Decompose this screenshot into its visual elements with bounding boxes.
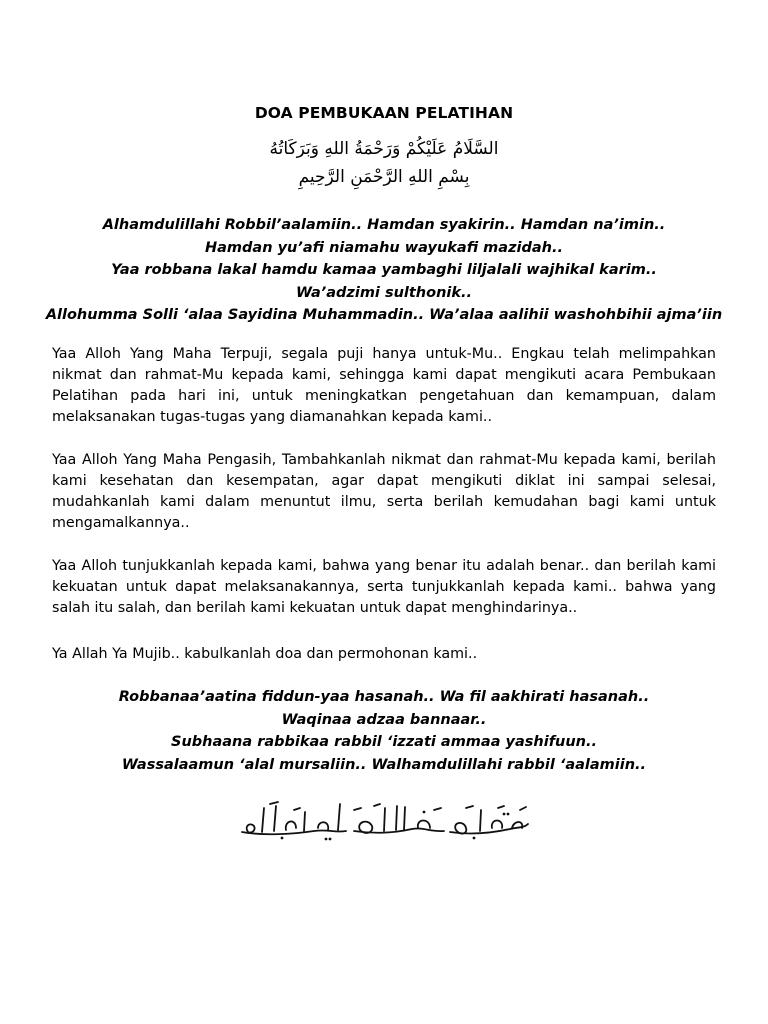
paragraph: Yaa Alloh Yang Maha Pengasih, Tambahkanlah nikmat dan rahmat-Mu kepada kami, berilah kami kesehatan dan kesempatan, agar dapat mengikuti diklat ini sampai selesai, mudahkanlah kami dalam menuntut ilmu, serta berilah kemudahan bagi kami untuk mengamalkannya.. [52, 452, 716, 531]
arabic-basmalah: بِسْمِ اللهِ الرَّحْمَنِ الرَّحِيمِ [298, 167, 470, 187]
closing-prayer [30, 686, 738, 776]
opening-prayer [30, 214, 738, 327]
opening-line: Hamdan yu’afi niamahu wayukafi mazidah.. [205, 239, 563, 256]
calligraphy-image [234, 798, 534, 844]
opening-line: Alhamdulillahi Robbil’aalamiin.. Hamdan syakirin.. Hamdan na’imin.. [102, 217, 666, 233]
closing-line: Subhaana rabbikaa rabbil ‘izzati ammaa yashifuun.. [171, 734, 597, 751]
closing-line: Wassalaamun ‘alal mursaliin.. Walhamdulillahi rabbil ‘aalamiin.. [121, 756, 647, 773]
closing-line: Waqinaa adzaa bannaar.. [281, 711, 487, 728]
paragraph: Ya Allah Ya Mujib.. kabulkanlah doa dan permohonan kami.. [52, 646, 478, 662]
document-title: DOA PEMBUKAAN PELATIHAN [254, 104, 514, 122]
closing-line: Robbanaa’aatina fiddun-yaa hasanah.. Wa fil aakhirati hasanah.. [118, 689, 650, 705]
arabic-salam: السَّلَامُ عَلَيْكُمْ وَرَحْمَةُ اللهِ وَبَرَكَاتُهُ [269, 139, 499, 159]
opening-line: Wa’adzimi sulthonik.. [295, 284, 473, 301]
salam-calligraphy [234, 798, 534, 844]
opening-line: Allohumma Solli ‘alaa Sayidina Muhammadin.. Wa’alaa aalihii washohbihii ajma’iin [45, 307, 723, 324]
paragraph: Yaa Alloh Yang Maha Terpuji, segala puji hanya untuk-Mu.. Engkau telah melimpahkan nikmat dan rahmat-Mu kepada kami, sehingga kami dapat mengikuti acara Pembukaan Pelatihan pada hari ini, untuk meningkatkan pengetahuan dan kemampuan, dalam melaksanakan tugas-tugas yang diamanahkan kepada kami.. [52, 346, 716, 425]
opening-line: Yaa robbana lakal hamdu kamaa yambaghi liljalali wajhikal karim.. [111, 262, 657, 279]
paragraph: Yaa Alloh tunjukkanlah kepada kami, bahwa yang benar itu adalah benar.. dan berilah kami kekuatan untuk dapat melaksanakannya, serta tunjukkanlah kepada kami.. bahwa yang salah itu salah, dan berilah kami kekuatan untuk dapat menghindarinya.. [52, 558, 716, 616]
